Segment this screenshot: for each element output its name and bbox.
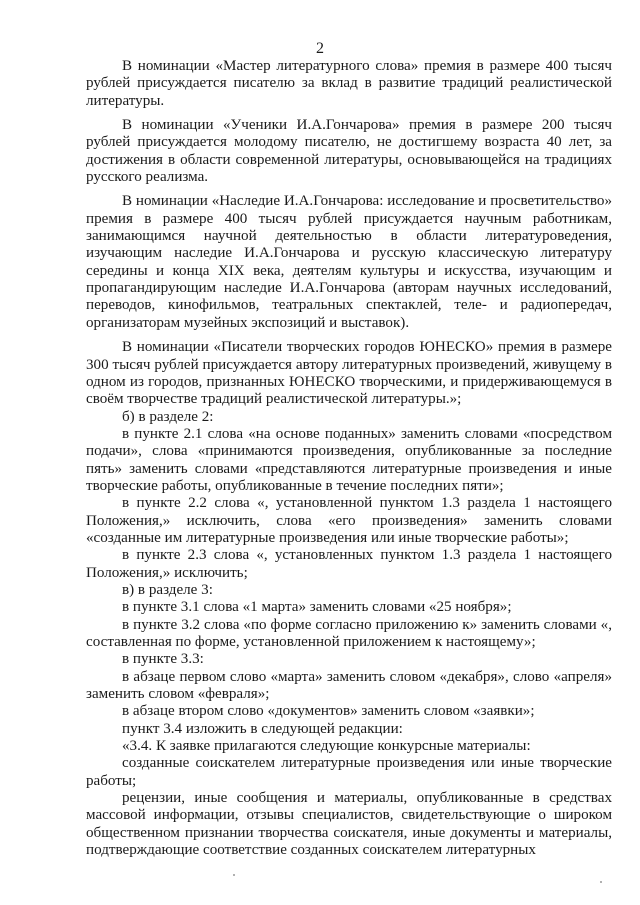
paragraph-item-3-3: в пункте 3.3: bbox=[122, 651, 204, 668]
paragraph-item-3-4-text: «3.4. К заявке прилагаются следующие конкурсные материалы: bbox=[122, 738, 531, 755]
paragraph-item-3-4-intro: пункт 3.4 изложить в следующей редакции: bbox=[122, 720, 403, 737]
paragraph-unesco-nomination: В номинации «Писатели творческих городов ЮНЕСКО» премия в размере 300 тысяч рублей присуждается автору литературных произведений, живущему в одном из городов, признанных ЮНЕСКО творческими, и придерживающемуся в своём творчестве традиций реалистической литературы.»; bbox=[86, 339, 612, 408]
paragraph-item-2-3: в пункте 2.3 слова «, установленных пунктом 1.3 раздела 1 настоящего Положения,» исключить; bbox=[86, 547, 612, 581]
paragraph-works-list: созданные соискателем литературные произведения или иные творческие работы; bbox=[86, 755, 612, 789]
page-number: 2 bbox=[316, 40, 324, 57]
document-body bbox=[86, 58, 612, 859]
paragraph-reviews-list: рецензии, иные сообщения и материалы, опубликованные в средствах массовой информации, отзывы специалистов, свидетельствующие о широком общественном признании творчества соискателя, иные документы и материалы, подтверждающие соответствие созданных соискателем литературных bbox=[86, 790, 612, 859]
paragraph-heritage-nomination: В номинации «Наследие И.А.Гончарова: исследование и просветительство» премия в размере 400 тысяч рублей присуждается научным работникам, занимающимся научной деятельностью в области литературоведения, изучающим наследие И.А.Гончарова и русскую классическую литературу середины и конца XIX века, деятелям культуры и искусства, изучающим и пропагандирующим наследие И.А.Гончарова (авторам научных исследований, переводов, кинофильмов, театральных спектаклей, теле- и радиопередач, организаторам музейных экспозиций и выставок). bbox=[86, 193, 612, 331]
paragraph-item-3-3-first: в абзаце первом слово «марта» заменить словом «декабря», слово «апреля» заменить словом «февраля»; bbox=[86, 668, 612, 703]
paragraph-item-3-2: в пункте 3.2 слова «по форме согласно приложению к» заменить словами «, составленная по форме, установленной приложением к настоящему»; bbox=[86, 616, 612, 650]
paragraph-item-3-1: в пункте 3.1 слова «1 марта» заменить словами «25 ноября»; bbox=[122, 599, 512, 616]
paragraph-item-2-1: в пункте 2.1 слова «на основе поданных» заменить словами «посредством подачи», слова «принимаются произведения, опубликованные за последние пять» заменить словами «представляются литературные произведения и иные творческие работы, опубликованные в течение последних пяти»; bbox=[86, 425, 612, 494]
paragraph-item-3-3-second: в абзаце втором слово «документов» заменить словом «заявки»; bbox=[122, 703, 535, 720]
paragraph-goncharov-students-nomination: В номинации «Ученики И.А.Гончарова» премия в размере 200 тысяч рублей присуждается молодому писателю, не достигшему возраста 40 лет, за достижения в области современной литературы, основывающейся на традициях русского реализма. bbox=[86, 117, 612, 186]
scan-speck bbox=[233, 874, 235, 876]
paragraph-section-2-heading: б) в разделе 2: bbox=[122, 408, 214, 425]
paragraph-section-3-heading: в) в разделе 3: bbox=[122, 581, 213, 598]
paragraph-master-nomination: В номинации «Мастер литературного слова» премия в размере 400 тысяч рублей присуждается писателю за вклад в развитие традиций реалистической литературы. bbox=[86, 58, 612, 109]
paragraph-item-2-2: в пункте 2.2 слова «, установленной пунктом 1.3 раздела 1 настоящего Положения,» исключить, слова «его произведения» заменить словами «созданные им литературные произведения или иные творческие работы»; bbox=[86, 495, 612, 546]
scan-speck bbox=[600, 881, 602, 883]
